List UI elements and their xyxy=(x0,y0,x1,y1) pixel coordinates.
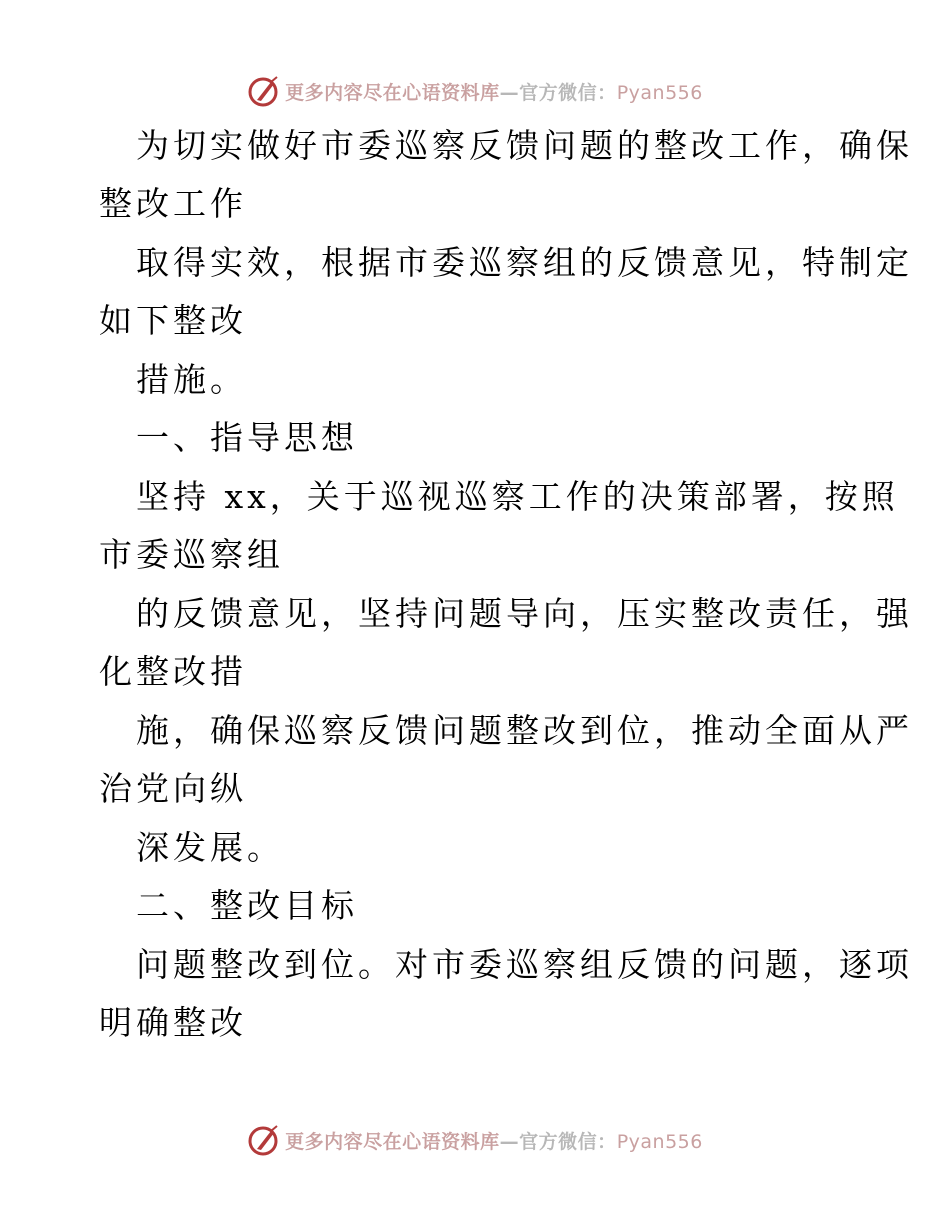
paragraph-line: 化整改措 xyxy=(99,652,247,691)
watermark-text: 更多内容尽在心语资料库—官方微信：Pyan556 xyxy=(285,81,703,104)
paragraph-line: 的反馈意见，坚持问题导向，压实整改责任，强 xyxy=(136,594,913,633)
watermark-text: 更多内容尽在心语资料库—官方微信：Pyan556 xyxy=(285,1130,703,1153)
paragraph-line: 取得实效，根据市委巡察组的反馈意见，特制定 xyxy=(136,243,913,282)
paragraph-line: 整改工作 xyxy=(99,184,247,223)
paragraph-line: 深发展。 xyxy=(136,828,284,867)
paragraph-line: 措施。 xyxy=(136,360,247,399)
paragraph-line: 施，确保巡察反馈问题整改到位，推动全面从严 xyxy=(136,711,913,750)
paragraph-line: 治党向纵 xyxy=(99,769,247,808)
section-heading: 一、指导思想 xyxy=(136,418,358,457)
paragraph-line: 市委巡察组 xyxy=(99,535,284,574)
paragraph-line: 为切实做好市委巡察反馈问题的整改工作，确保 xyxy=(136,126,913,165)
quill-pen-circle-icon xyxy=(247,1123,281,1157)
paragraph-line: 问题整改到位。对市委巡察组反馈的问题，逐项 xyxy=(136,945,913,984)
paragraph-line: 明确整改 xyxy=(99,1003,247,1042)
footer-watermark xyxy=(0,1120,950,1160)
header-watermark xyxy=(0,71,950,111)
paragraph-line: 坚持 xx，关于巡视巡察工作的决策部署，按照 xyxy=(136,477,899,516)
quill-pen-circle-icon xyxy=(247,74,281,108)
paragraph-line: 如下整改 xyxy=(99,301,247,340)
section-heading: 二、整改目标 xyxy=(136,886,358,925)
